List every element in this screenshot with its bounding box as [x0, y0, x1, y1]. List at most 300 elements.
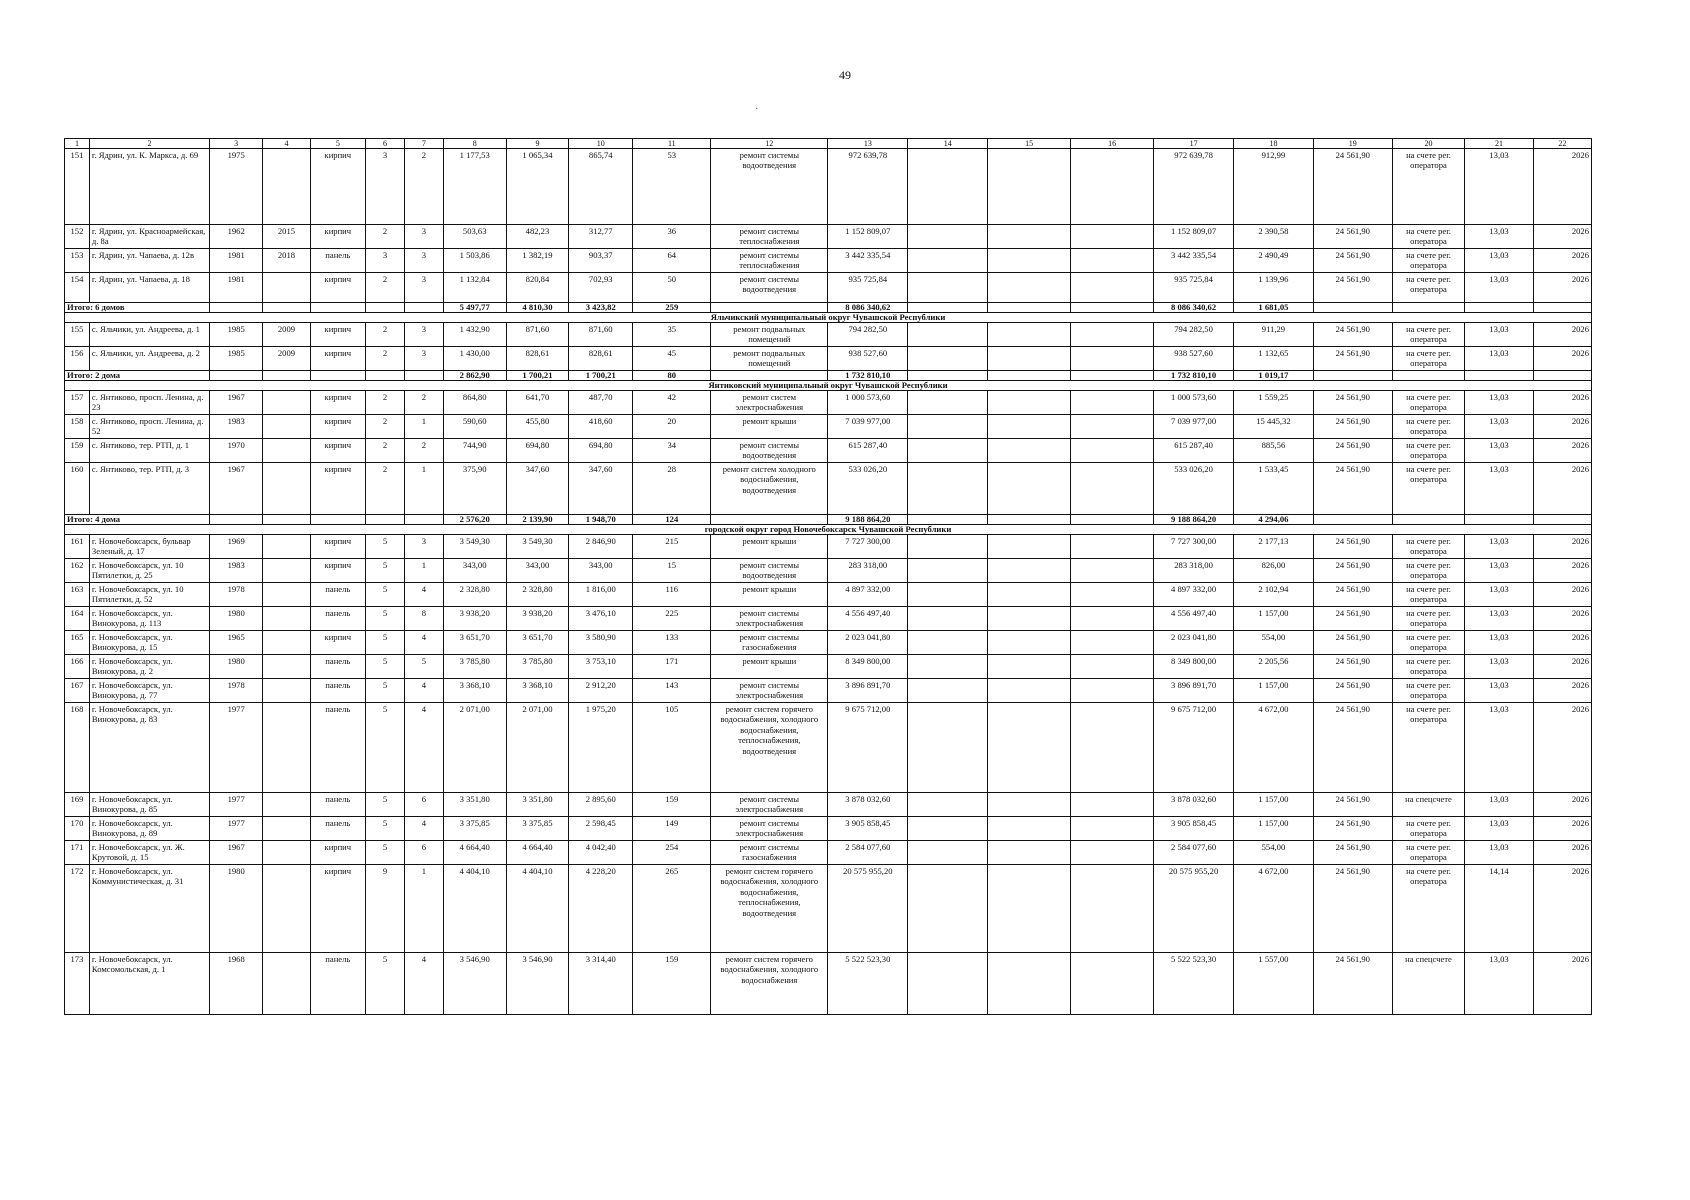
cell-a9: 4 404,10: [506, 865, 568, 953]
cell-work: ремонт подвальных помещений: [711, 347, 828, 371]
cell-c17: 615 287,40: [1154, 439, 1234, 463]
column-number: 8: [443, 139, 506, 149]
cell-c22: 2026: [1533, 703, 1591, 793]
cell-c22: 2026: [1533, 463, 1591, 515]
total-label: Итого: 6 домов: [65, 303, 210, 313]
cell-cost: 3 896 891,70: [828, 679, 908, 703]
cell-en: 4: [405, 817, 443, 841]
cell-mat: кирпич: [310, 439, 365, 463]
cell-fl: 5: [365, 679, 404, 703]
cell-empty: [988, 703, 1071, 793]
cell-cost: 283 318,00: [828, 559, 908, 583]
cell-fl: 5: [365, 953, 404, 1015]
cell-empty: [908, 559, 988, 583]
cell-y1: 1977: [210, 793, 263, 817]
cell-y1: 1983: [210, 415, 263, 439]
cell-p: 42: [633, 391, 711, 415]
cell-c18: 1 559,25: [1234, 391, 1314, 415]
cell-a8: 343,00: [443, 559, 506, 583]
cell-c22: 2026: [1533, 607, 1591, 631]
cell-a8: 3 651,70: [443, 631, 506, 655]
cell-a8: 1 177,53: [443, 149, 506, 225]
cell-empty: [365, 371, 404, 381]
cell-addr: г. Новочебоксарск, ул. Винокурова, д. 77: [89, 679, 209, 703]
cell-a8: 3 546,90: [443, 953, 506, 1015]
cell-a10: 3 580,90: [569, 631, 633, 655]
total-c17: 8 086 340,62: [1154, 303, 1234, 313]
cell-a9: 455,80: [506, 415, 568, 439]
cell-c19: 24 561,90: [1313, 655, 1392, 679]
cell-empty: [210, 515, 263, 525]
cell-c20: на счете рег. оператора: [1392, 323, 1465, 347]
cell-c22: 2026: [1533, 793, 1591, 817]
cell-work: ремонт системы водоотведения: [711, 559, 828, 583]
cell-a9: 871,60: [506, 323, 568, 347]
cell-en: 1: [405, 559, 443, 583]
cell-empty: [988, 583, 1071, 607]
cell-empty: [1313, 371, 1392, 381]
total-c17: 1 732 810,10: [1154, 371, 1234, 381]
cell-a10: 2 895,60: [569, 793, 633, 817]
cell-a9: 3 546,90: [506, 953, 568, 1015]
cell-a8: 1 132,84: [443, 273, 506, 303]
cell-p: 28: [633, 463, 711, 515]
cell-c22: 2026: [1533, 273, 1591, 303]
cell-c18: 554,00: [1234, 631, 1314, 655]
cell-c17: 972 639,78: [1154, 149, 1234, 225]
cell-c20: на спецсчете: [1392, 793, 1465, 817]
cell-cost: 615 287,40: [828, 439, 908, 463]
cell-a9: 1 382,19: [506, 249, 568, 273]
cell-empty: [405, 371, 443, 381]
cell-cost: 3 442 335,54: [828, 249, 908, 273]
cell-c20: на счете рег. оператора: [1392, 631, 1465, 655]
cell-n: 154: [65, 273, 90, 303]
cell-empty: [1071, 559, 1154, 583]
column-number: 11: [633, 139, 711, 149]
cell-mat: панель: [310, 793, 365, 817]
cell-c18: 554,00: [1234, 841, 1314, 865]
cell-c18: 2 102,94: [1234, 583, 1314, 607]
cell-empty: [711, 303, 828, 313]
cell-c17: 2 584 077,60: [1154, 841, 1234, 865]
cell-empty: [908, 515, 988, 525]
cell-y2: 2018: [263, 249, 311, 273]
cell-mat: панель: [310, 583, 365, 607]
cell-work: ремонт подвальных помещений: [711, 323, 828, 347]
cell-p: 171: [633, 655, 711, 679]
cell-c21: 13,03: [1465, 323, 1533, 347]
cell-empty: [1071, 371, 1154, 381]
cell-empty: [711, 371, 828, 381]
cell-a8: 4 404,10: [443, 865, 506, 953]
cell-a9: 343,00: [506, 559, 568, 583]
cell-c19: 24 561,90: [1313, 679, 1392, 703]
cell-mat: кирпич: [310, 149, 365, 225]
cell-en: 1: [405, 463, 443, 515]
cell-mat: кирпич: [310, 865, 365, 953]
cell-a9: 3 785,80: [506, 655, 568, 679]
cell-empty: [1465, 303, 1533, 313]
cell-empty: [1071, 439, 1154, 463]
cell-a9: 3 651,70: [506, 631, 568, 655]
cell-empty: [988, 415, 1071, 439]
cell-y1: 1967: [210, 391, 263, 415]
cell-empty: [908, 439, 988, 463]
cell-empty: [310, 371, 365, 381]
cell-empty: [988, 463, 1071, 515]
cell-a10: 3 314,40: [569, 953, 633, 1015]
cell-c22: 2026: [1533, 391, 1591, 415]
cell-a10: 3 476,10: [569, 607, 633, 631]
cell-c22: 2026: [1533, 953, 1591, 1015]
cell-c21: 13,03: [1465, 347, 1533, 371]
cell-c19: 24 561,90: [1313, 583, 1392, 607]
cell-c17: 935 725,84: [1154, 273, 1234, 303]
cell-empty: [263, 371, 311, 381]
cell-work: ремонт системы электроснабжения: [711, 679, 828, 703]
cell-y1: 1975: [210, 149, 263, 225]
cell-n: 169: [65, 793, 90, 817]
cell-empty: [1071, 463, 1154, 515]
cell-fl: 2: [365, 391, 404, 415]
cell-y1: 1985: [210, 347, 263, 371]
cell-y2: [263, 793, 311, 817]
table-row: [65, 249, 1592, 273]
cell-cost: 938 527,60: [828, 347, 908, 371]
cell-empty: [908, 631, 988, 655]
cell-addr: с. Яльчики, ул. Андреева, д. 2: [89, 347, 209, 371]
cell-mat: кирпич: [310, 391, 365, 415]
cell-n: 163: [65, 583, 90, 607]
cell-c20: на счете рег. оператора: [1392, 463, 1465, 515]
cell-addr: с. Янтиково, просп. Ленина, д. 52: [89, 415, 209, 439]
cell-empty: [210, 371, 263, 381]
cell-cost: 20 575 955,20: [828, 865, 908, 953]
cell-y2: [263, 703, 311, 793]
cell-n: 157: [65, 391, 90, 415]
cell-addr: с. Янтиково, тер. РТП, д. 1: [89, 439, 209, 463]
cell-p: 34: [633, 439, 711, 463]
cell-a9: 482,23: [506, 225, 568, 249]
cell-fl: 5: [365, 535, 404, 559]
cell-empty: [908, 225, 988, 249]
cell-empty: [1071, 303, 1154, 313]
cell-work: ремонт системы газоснабжения: [711, 841, 828, 865]
cell-y1: 1965: [210, 631, 263, 655]
cell-y1: 1985: [210, 323, 263, 347]
cell-c21: 13,03: [1465, 149, 1533, 225]
cell-en: 4: [405, 703, 443, 793]
cell-c18: 4 672,00: [1234, 703, 1314, 793]
cell-cost: 935 725,84: [828, 273, 908, 303]
cell-addr: г. Новочебоксарск, ул. Винокурова, д. 15: [89, 631, 209, 655]
cell-y2: [263, 535, 311, 559]
cell-fl: 5: [365, 631, 404, 655]
cell-c19: 24 561,90: [1313, 865, 1392, 953]
cell-work: ремонт системы газоснабжения: [711, 631, 828, 655]
cell-c18: 1 157,00: [1234, 793, 1314, 817]
cell-work: ремонт системы электроснабжения: [711, 793, 828, 817]
cell-fl: 5: [365, 703, 404, 793]
cell-c22: 2026: [1533, 655, 1591, 679]
cell-c17: 4 556 497,40: [1154, 607, 1234, 631]
cell-c21: 13,03: [1465, 249, 1533, 273]
cell-a10: 4 042,40: [569, 841, 633, 865]
table-row: [65, 817, 1592, 841]
cell-empty: [310, 515, 365, 525]
cell-cost: 1 152 809,07: [828, 225, 908, 249]
cell-empty: [908, 679, 988, 703]
cell-mat: кирпич: [310, 631, 365, 655]
cell-addr: г. Новочебоксарск, ул. Ж. Крутовой, д. 15: [89, 841, 209, 865]
cell-y2: [263, 149, 311, 225]
cell-mat: кирпич: [310, 463, 365, 515]
cell-addr: г. Новочебоксарск, ул. Комсомольская, д. 1: [89, 953, 209, 1015]
cell-a9: 694,80: [506, 439, 568, 463]
cell-empty: [908, 865, 988, 953]
cell-cost: 794 282,50: [828, 323, 908, 347]
cell-c18: 1 557,00: [1234, 953, 1314, 1015]
total-a8: 2 576,20: [443, 515, 506, 525]
cell-y2: [263, 631, 311, 655]
cell-c19: 24 561,90: [1313, 273, 1392, 303]
cell-p: 20: [633, 415, 711, 439]
cell-y2: 2009: [263, 323, 311, 347]
cell-c21: 13,03: [1465, 559, 1533, 583]
cell-work: ремонт крыши: [711, 415, 828, 439]
cell-y2: 2015: [263, 225, 311, 249]
cell-addr: г. Ядрин, ул. К. Маркса, д. 69: [89, 149, 209, 225]
total-cost: 1 732 810,10: [828, 371, 908, 381]
cell-a8: 1 432,90: [443, 323, 506, 347]
table-row: [65, 703, 1592, 793]
table-row: [65, 793, 1592, 817]
cell-empty: [908, 273, 988, 303]
cell-empty: [988, 515, 1071, 525]
cell-a10: 347,60: [569, 463, 633, 515]
cell-empty: [908, 655, 988, 679]
column-number: 2: [89, 139, 209, 149]
cell-fl: 5: [365, 793, 404, 817]
cell-c20: на счете рег. оператора: [1392, 865, 1465, 953]
total-a9: 2 139,90: [506, 515, 568, 525]
column-number: 1: [65, 139, 90, 149]
cell-y1: 1967: [210, 841, 263, 865]
cell-c18: 885,56: [1234, 439, 1314, 463]
total-row: [65, 371, 1592, 381]
cell-a8: 375,90: [443, 463, 506, 515]
table-row: [65, 273, 1592, 303]
cell-empty: [1071, 865, 1154, 953]
cell-en: 3: [405, 323, 443, 347]
cell-en: 2: [405, 391, 443, 415]
cell-work: ремонт системы электроснабжения: [711, 607, 828, 631]
cell-c22: 2026: [1533, 631, 1591, 655]
cell-mat: кирпич: [310, 347, 365, 371]
section-heading: Яльчикский муниципальный округ Чувашской Республики: [65, 313, 1592, 323]
cell-y1: 1980: [210, 607, 263, 631]
cell-c17: 3 896 891,70: [1154, 679, 1234, 703]
cell-y1: 1981: [210, 249, 263, 273]
cell-cost: 7 727 300,00: [828, 535, 908, 559]
cell-addr: г. Новочебоксарск, ул. 10 Пятилетки, д. 25: [89, 559, 209, 583]
cell-mat: кирпич: [310, 535, 365, 559]
table-row: [65, 865, 1592, 953]
cell-y1: 1978: [210, 679, 263, 703]
cell-mat: кирпич: [310, 841, 365, 865]
cell-cost: 4 897 332,00: [828, 583, 908, 607]
total-a9: 1 700,21: [506, 371, 568, 381]
cell-empty: [1533, 371, 1591, 381]
cell-a10: 312,77: [569, 225, 633, 249]
column-number: 21: [1465, 139, 1533, 149]
cell-empty: [1071, 391, 1154, 415]
total-a10: 3 423,82: [569, 303, 633, 313]
cell-empty: [1533, 515, 1591, 525]
cell-empty: [988, 535, 1071, 559]
cell-a10: 871,60: [569, 323, 633, 347]
cell-a10: 2 912,20: [569, 679, 633, 703]
cell-empty: [263, 515, 311, 525]
cell-empty: [310, 303, 365, 313]
cell-y1: 1983: [210, 559, 263, 583]
total-a8: 5 497,77: [443, 303, 506, 313]
cell-c17: 4 897 332,00: [1154, 583, 1234, 607]
cell-cost: 1 000 573,60: [828, 391, 908, 415]
cell-c20: на спецсчете: [1392, 953, 1465, 1015]
cell-a9: 347,60: [506, 463, 568, 515]
section-heading: Янтиковский муниципальный округ Чувашской Республики: [65, 381, 1592, 391]
cell-empty: [988, 841, 1071, 865]
cell-c21: 13,03: [1465, 439, 1533, 463]
cell-mat: кирпич: [310, 225, 365, 249]
cell-work: ремонт крыши: [711, 535, 828, 559]
cell-en: 1: [405, 865, 443, 953]
cell-a8: 3 938,20: [443, 607, 506, 631]
cell-addr: г. Ядрин, ул. Чапаева, д. 12в: [89, 249, 209, 273]
cell-p: 159: [633, 793, 711, 817]
cell-a9: 820,84: [506, 273, 568, 303]
cell-y1: 1978: [210, 583, 263, 607]
cell-y2: [263, 439, 311, 463]
cell-a8: 3 375,85: [443, 817, 506, 841]
column-number: 7: [405, 139, 443, 149]
cell-c18: 1 157,00: [1234, 607, 1314, 631]
column-number: 10: [569, 139, 633, 149]
cell-c20: на счете рег. оператора: [1392, 249, 1465, 273]
cell-c19: 24 561,90: [1313, 841, 1392, 865]
cell-a8: 503,63: [443, 225, 506, 249]
cell-p: 36: [633, 225, 711, 249]
cell-c21: 13,03: [1465, 415, 1533, 439]
cell-en: 4: [405, 679, 443, 703]
cell-fl: 3: [365, 249, 404, 273]
cell-y1: 1981: [210, 273, 263, 303]
cell-empty: [908, 535, 988, 559]
cell-c19: 24 561,90: [1313, 415, 1392, 439]
total-c18: 1 681,05: [1234, 303, 1314, 313]
cell-cost: 4 556 497,40: [828, 607, 908, 631]
total-a10: 1 700,21: [569, 371, 633, 381]
cell-work: ремонт системы электроснабжения: [711, 817, 828, 841]
cell-c19: 24 561,90: [1313, 439, 1392, 463]
cell-empty: [988, 391, 1071, 415]
cell-empty: [908, 817, 988, 841]
total-c18: 4 294,06: [1234, 515, 1314, 525]
cell-fl: 5: [365, 655, 404, 679]
cell-a10: 903,37: [569, 249, 633, 273]
cell-empty: [908, 415, 988, 439]
cell-c19: 24 561,90: [1313, 559, 1392, 583]
table-row: [65, 415, 1592, 439]
cell-c20: на счете рег. оператора: [1392, 439, 1465, 463]
column-number: 22: [1533, 139, 1591, 149]
cell-y1: 1968: [210, 953, 263, 1015]
cell-fl: 2: [365, 439, 404, 463]
cell-y2: [263, 415, 311, 439]
cell-c19: 24 561,90: [1313, 391, 1392, 415]
cell-empty: [908, 347, 988, 371]
cell-fl: 2: [365, 347, 404, 371]
section-heading-row: [65, 525, 1592, 535]
cell-empty: [1071, 841, 1154, 865]
cell-empty: [711, 515, 828, 525]
table-row: [65, 439, 1592, 463]
cell-c17: 283 318,00: [1154, 559, 1234, 583]
cell-c19: 24 561,90: [1313, 607, 1392, 631]
cell-c20: на счете рег. оператора: [1392, 391, 1465, 415]
column-number: 4: [263, 139, 311, 149]
cell-a9: 828,61: [506, 347, 568, 371]
cell-en: 3: [405, 273, 443, 303]
cell-empty: [1465, 515, 1533, 525]
cell-empty: [1071, 273, 1154, 303]
cell-p: 149: [633, 817, 711, 841]
cell-mat: панель: [310, 655, 365, 679]
cell-n: 164: [65, 607, 90, 631]
cell-a8: 864,80: [443, 391, 506, 415]
cell-c21: 13,03: [1465, 679, 1533, 703]
cell-c20: на счете рег. оператора: [1392, 535, 1465, 559]
cell-n: 171: [65, 841, 90, 865]
cell-empty: [210, 303, 263, 313]
cell-a10: 865,74: [569, 149, 633, 225]
cell-n: 168: [65, 703, 90, 793]
cell-y2: [263, 391, 311, 415]
column-number: 12: [711, 139, 828, 149]
column-number: 15: [988, 139, 1071, 149]
total-cost: 8 086 340,62: [828, 303, 908, 313]
cell-p: 265: [633, 865, 711, 953]
cell-addr: г. Новочебоксарск, ул. Винокурова, д. 85: [89, 793, 209, 817]
cell-c21: 13,03: [1465, 391, 1533, 415]
cell-empty: [365, 303, 404, 313]
cell-empty: [988, 303, 1071, 313]
cell-y1: 1977: [210, 703, 263, 793]
cell-cost: 8 349 800,00: [828, 655, 908, 679]
cell-empty: [1313, 515, 1392, 525]
cell-c21: 13,03: [1465, 655, 1533, 679]
cell-a10: 343,00: [569, 559, 633, 583]
cell-c21: 13,03: [1465, 607, 1533, 631]
cell-c17: 7 727 300,00: [1154, 535, 1234, 559]
cell-a8: 1 503,86: [443, 249, 506, 273]
total-label: Итого: 4 дома: [65, 515, 210, 525]
cell-p: 215: [633, 535, 711, 559]
cell-addr: г. Новочебоксарск, ул. Винокурова, д. 89: [89, 817, 209, 841]
cell-empty: [988, 793, 1071, 817]
